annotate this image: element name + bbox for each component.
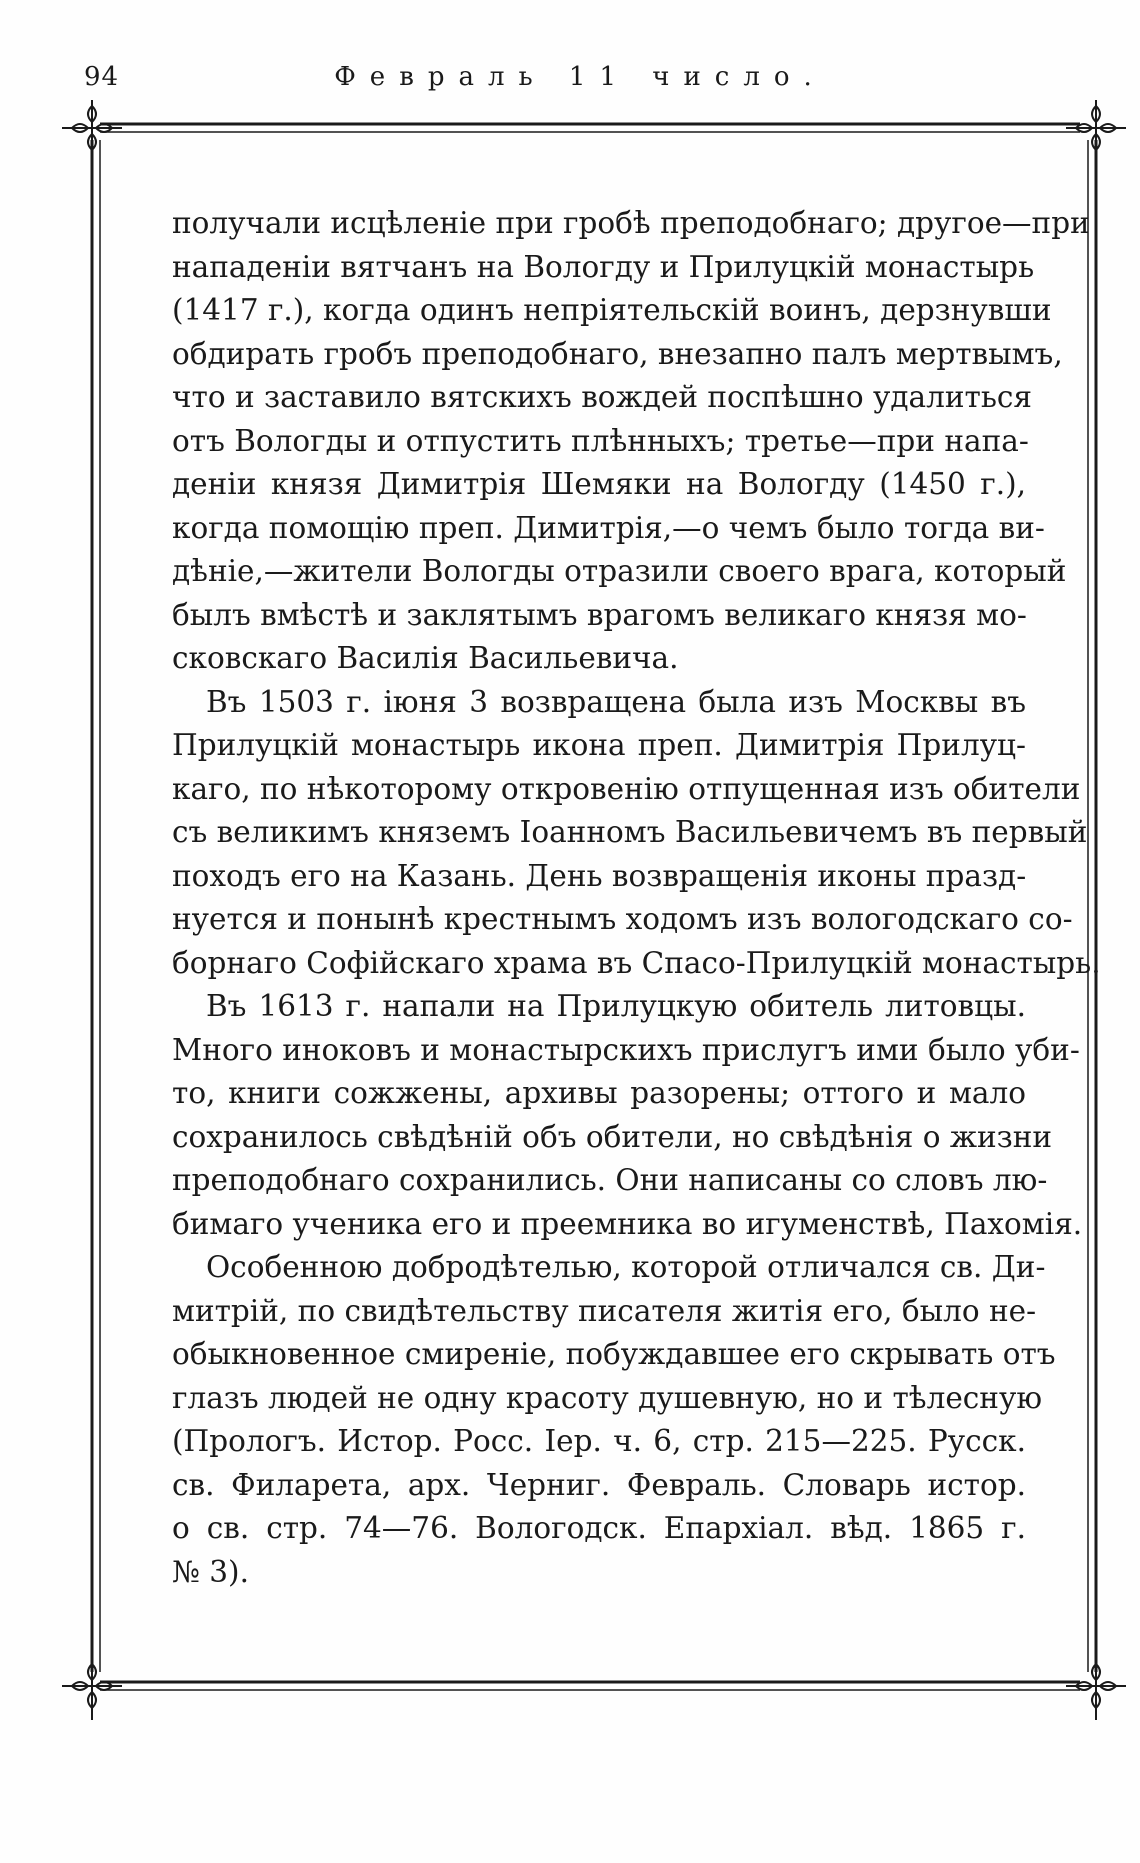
- text-line: сохранилось свѣдѣній объ обители, но свѣдѣнія о жизни: [172, 1119, 1053, 1154]
- text-line: Въ 1503 г. іюня 3 возвращена была изъ Москвы въ: [206, 684, 1026, 719]
- text-line: деніи князя Димитрія Шемяки на Вологду (1450 г.),: [172, 467, 1026, 501]
- text-line: глазъ людей не одну красоту душевную, но и тѣлесную: [172, 1380, 1043, 1415]
- text-line: митрій, по свидѣтельству писателя житія его, было не-: [172, 1293, 1037, 1328]
- text-line: былъ вмѣстѣ и заклятымъ врагомъ великаго князя мо-: [172, 597, 1027, 632]
- text-line: о св. стр. 74—76. Вологодск. Епархіал. вѣд. 1865 г.: [172, 1511, 1026, 1545]
- body-text: [172, 202, 1101, 1594]
- page-number: 94: [84, 62, 120, 92]
- text-line: дѣніе,—жители Вологды отразили своего врага, который: [172, 554, 1067, 588]
- text-line: когда помощію преп. Димитрія,—о чемъ было тогда ви-: [172, 510, 1045, 545]
- text-line: отъ Вологды и отпустить плѣнныхъ; третье—при напа-: [172, 423, 1029, 458]
- running-head: [80, 62, 1080, 102]
- text-line: борнаго Софійскаго храма въ Спасо-Прилуцкій монастырь.: [172, 945, 1101, 980]
- text-line: св. Филарета, арх. Черниг. Февраль. Словарь истор.: [172, 1467, 1026, 1502]
- text-line: обыкновенное смиреніе, побуждавшее его скрывать отъ: [172, 1337, 1056, 1371]
- text-line: что и заставило вятскихъ вождей поспѣшно удалиться: [172, 380, 1033, 414]
- text-line: (1417 г.), когда одинъ непріятельскій воинъ, дерзнувши: [172, 293, 1052, 327]
- text-line: Прилуцкій монастырь икона преп. Димитрія Прилуц-: [172, 728, 1026, 762]
- running-head-title: Февраль 11 число.: [334, 62, 826, 92]
- text-line: № 3).: [172, 1554, 249, 1589]
- text-line: получали исцѣленіе при гробѣ преподобнаго; другое—при: [172, 206, 1090, 240]
- text-line: каго, по нѣкоторому откровенію отпущенная изъ обители: [172, 771, 1081, 806]
- text-line: съ великимъ княземъ Іоанномъ Васильевичемъ въ первый: [172, 815, 1088, 849]
- corner-ornament-bottom-left: [62, 1650, 122, 1720]
- text-line: (Прологъ. Истор. Росс. Іер. ч. 6, стр. 215—225. Русск.: [172, 1424, 1026, 1458]
- text-line: Много иноковъ и монастырскихъ прислугъ ими было уби-: [172, 1032, 1080, 1067]
- text-line: нуется и понынѣ крестнымъ ходомъ изъ вологодскаго со-: [172, 902, 1073, 936]
- text-line: бимаго ученика его и преемника во игуменствѣ, Пахомія.: [172, 1206, 1083, 1241]
- text-line: преподобнаго сохранились. Они написаны со словъ лю-: [172, 1163, 1048, 1197]
- corner-ornament-top-right: [1066, 100, 1126, 170]
- text-line: сковскаго Василія Васильевича.: [172, 641, 679, 675]
- corner-ornament-bottom-right: [1066, 1650, 1126, 1720]
- text-line: Особенною добродѣтелью, которой отличался св. Ди-: [206, 1250, 1046, 1284]
- corner-ornament-top-left: [62, 100, 122, 170]
- text-line: походъ его на Казань. День возвращенія иконы празд-: [172, 858, 1027, 893]
- text-line: Въ 1613 г. напали на Прилуцкую обитель литовцы.: [206, 989, 1026, 1023]
- text-line: обдирать гробъ преподобнаго, внезапно палъ мертвымъ,: [172, 336, 1063, 371]
- text-line: нападеніи вятчанъ на Вологду и Прилуцкій монастырь: [172, 249, 1035, 284]
- text-line: то, книги сожжены, архивы разорены; оттого и мало: [172, 1076, 1026, 1110]
